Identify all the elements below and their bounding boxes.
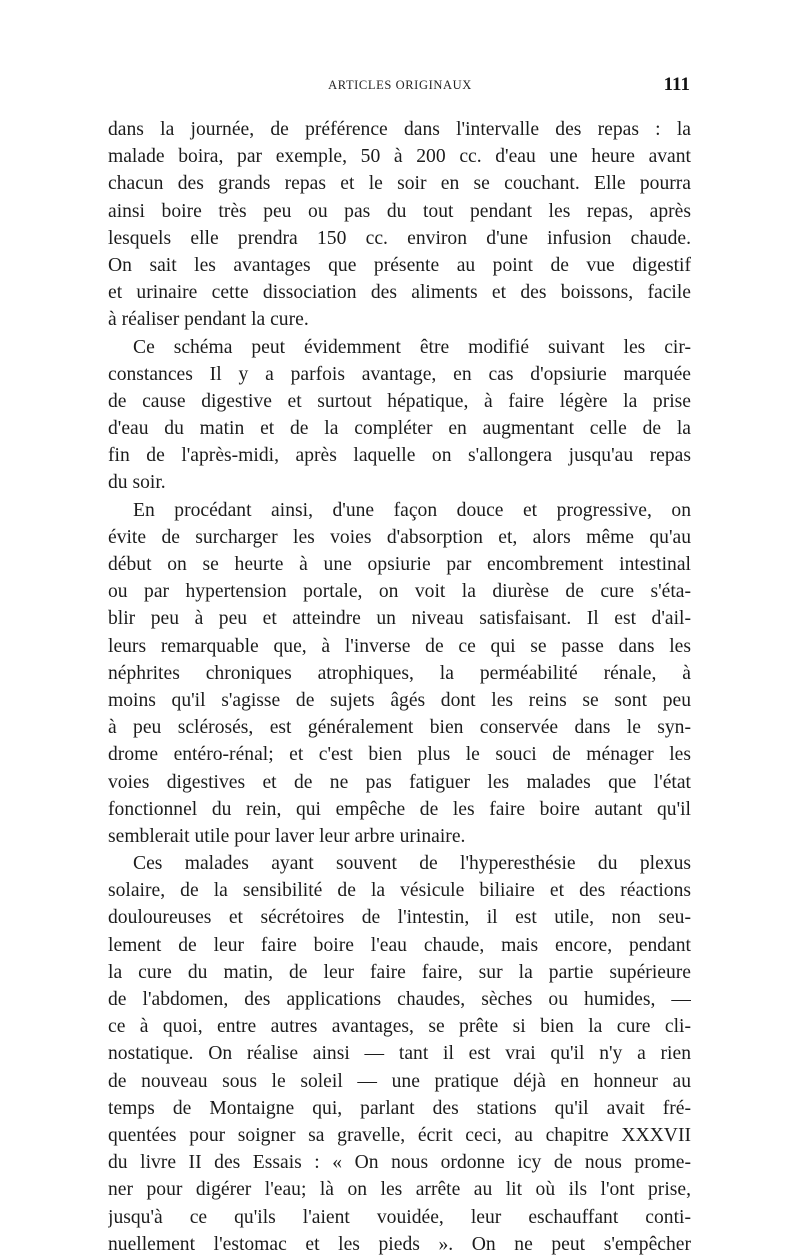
text-line: évite de surcharger les voies d'absorption et, alors même qu'au	[108, 526, 691, 548]
text-line: quentées pour soigner sa gravelle, écrit ceci, au chapitre XXXVII	[108, 1124, 691, 1146]
text-line: douloureuses et sécrétoires de l'intestin, il est utile, non seu-	[108, 907, 691, 929]
text-line: début on se heurte à une opsiurie par encombrement intestinal	[108, 554, 691, 575]
text-line: à peu sclérosés, est généralement bien conservée dans le syn-	[108, 717, 691, 739]
text-line: lement de leur faire boire l'eau chaude, mais encore, pendant	[108, 934, 691, 956]
text-line: temps de Montaigne qui, parlant des stations qu'il avait fré-	[108, 1097, 691, 1119]
text-line: Ces malades ayant souvent de l'hyperesthésie du plexus	[133, 853, 691, 875]
text-line: d'eau du matin et de la compléter en augmentant celle de la	[108, 418, 691, 440]
text-line: voies digestives et de ne pas fatiguer les malades que l'état	[108, 771, 691, 793]
text-line: ner pour digérer l'eau; là on les arrête au lit où ils l'ont prise,	[108, 1179, 691, 1201]
text-line: et urinaire cette dissociation des aliments et des boissons, facile	[108, 282, 691, 304]
text-line: drome entéro-rénal; et c'est bien plus le souci de ménager les	[108, 744, 691, 766]
text-line: Ce schéma peut évidemment être modifié suivant les cir-	[133, 336, 691, 358]
text-line: dans la journée, de préférence dans l'intervalle des repas : la	[108, 119, 691, 140]
text-line: nostatique. On réalise ainsi — tant il est vrai qu'il n'y a rien	[108, 1043, 691, 1065]
text-line: moins qu'il s'agisse de sujets âgés dont les reins se sont peu	[108, 689, 691, 711]
text-line: ainsi boire très peu ou pas du tout pendant les repas, après	[108, 200, 691, 222]
text-line: la cure du matin, de leur faire faire, sur la partie supérieure	[108, 961, 691, 983]
body-text	[108, 116, 691, 1258]
text-line: constances Il y a parfois avantage, en cas d'opsiurie marquée	[108, 363, 691, 385]
text-line: solaire, de la sensibilité de la vésicule biliaire et des réactions	[108, 880, 691, 902]
text-line: On sait les avantages que présente au point de vue digestif	[108, 254, 691, 276]
running-title: ARTICLES ORIGINAUX	[328, 78, 472, 92]
text-line: ou par hypertension portale, on voit la diurèse de cure s'éta-	[108, 581, 691, 603]
text-line: du soir.	[108, 472, 166, 494]
text-line: lesquels elle prendra 150 cc. environ d'une infusion chaude.	[108, 227, 691, 249]
text-line: chacun des grands repas et le soir en se couchant. Elle pourra	[108, 173, 691, 195]
text-line: En procédant ainsi, d'une façon douce et progressive, on	[133, 499, 691, 521]
text-line: ce à quoi, entre autres avantages, se prête si bien la cure cli-	[108, 1016, 691, 1038]
text-line: malade boira, par exemple, 50 à 200 cc. d'eau une heure avant	[108, 146, 691, 168]
text-line: de cause digestive et surtout hépatique, à faire légère la prise	[108, 390, 691, 412]
text-line: néphrites chroniques atrophiques, la perméabilité rénale, à	[108, 662, 691, 684]
text-line: à réaliser pendant la cure.	[108, 309, 309, 331]
text-line: semblerait utile pour laver leur arbre urinaire.	[108, 825, 466, 847]
text-line: blir peu à peu et atteindre un niveau satisfaisant. Il est d'ail-	[108, 608, 691, 630]
text-line: nuellement l'estomac et les pieds ». On ne peut s'empêcher	[108, 1233, 691, 1255]
text-line: de nouveau sous le soleil — une pratique déjà en honneur au	[108, 1070, 691, 1092]
running-head	[110, 74, 690, 98]
text-line: jusqu'à ce qu'ils l'aient vouidée, leur eschauffant conti-	[108, 1206, 691, 1228]
text-line: fin de l'après-midi, après laquelle on s'allongera jusqu'au repas	[108, 445, 691, 467]
text-line: fonctionnel du rein, qui empêche de les faire boire autant qu'il	[108, 798, 691, 820]
page-number: 111	[663, 74, 690, 95]
text-line: leurs remarquable que, à l'inverse de ce qui se passe dans les	[108, 635, 691, 657]
text-line: du livre II des Essais : « On nous ordonne icy de nous prome-	[108, 1152, 691, 1174]
text-line: de l'abdomen, des applications chaudes, sèches ou humides, —	[108, 989, 691, 1010]
